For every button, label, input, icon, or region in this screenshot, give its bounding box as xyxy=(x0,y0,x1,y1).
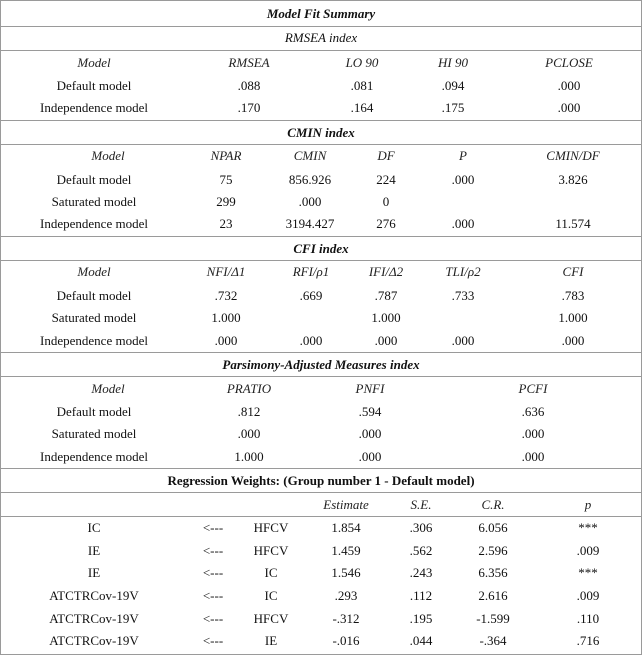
cell: .044 xyxy=(409,633,433,648)
cell: .000 xyxy=(374,333,398,348)
cell: Independence model xyxy=(40,100,148,115)
parsimony-title: Parsimony-Adjusted Measures index xyxy=(222,357,420,372)
table-row xyxy=(1,630,641,652)
divider xyxy=(1,492,641,493)
cell: .110 xyxy=(576,611,600,626)
cell: .009 xyxy=(576,588,600,603)
rmsea-subtitle: RMSEA index xyxy=(284,30,358,45)
cell: ATCTRCov-19V xyxy=(49,588,139,603)
header-cell: Model xyxy=(91,381,125,396)
cell: 0 xyxy=(382,194,390,209)
table-title: Model Fit Summary xyxy=(266,6,376,21)
cell: 1.000 xyxy=(371,310,401,325)
header-cell: p xyxy=(584,497,592,512)
header-cell: Model xyxy=(77,264,111,279)
header-cell: Model xyxy=(77,55,111,70)
header-cell: RMSEA xyxy=(228,55,270,70)
cell: .081 xyxy=(350,78,374,93)
header-cell: PRATIO xyxy=(226,381,272,396)
cell: <--- xyxy=(202,611,224,626)
cell: IC xyxy=(87,520,101,535)
cell: .000 xyxy=(557,78,581,93)
cell: .812 xyxy=(237,404,261,419)
cell: .733 xyxy=(451,288,475,303)
cell: 3194.427 xyxy=(285,216,335,231)
cell: .000 xyxy=(451,172,475,187)
cell: .594 xyxy=(358,404,382,419)
table-row xyxy=(1,562,641,584)
cmin-title: CMIN index xyxy=(287,125,355,140)
cell: .293 xyxy=(334,588,358,603)
cell: Independence model xyxy=(40,449,148,464)
cell: HFCV xyxy=(253,543,289,558)
header-cell: P xyxy=(459,148,467,163)
cell: Default model xyxy=(56,78,132,93)
cell: 23 xyxy=(219,216,233,231)
cfi-header-row xyxy=(1,261,641,283)
cell: Default model xyxy=(56,288,132,303)
table-row xyxy=(1,97,641,119)
cell: 2.616 xyxy=(478,588,508,603)
cell: 856.926 xyxy=(288,172,332,187)
cell: <--- xyxy=(202,565,224,580)
cell: .000 xyxy=(358,449,382,464)
header-cell: CFI xyxy=(562,264,584,279)
cell: -1.599 xyxy=(476,611,510,626)
header-cell: PNFI xyxy=(355,381,385,396)
cell: .000 xyxy=(451,333,475,348)
cell: ATCTRCov-19V xyxy=(49,633,139,648)
header-cell: LO 90 xyxy=(345,55,379,70)
cell: .000 xyxy=(237,426,261,441)
cell: 1.546 xyxy=(331,565,361,580)
table-row xyxy=(1,401,641,423)
cell: 75 xyxy=(219,172,233,187)
cell: .732 xyxy=(214,288,238,303)
table-row xyxy=(1,585,641,607)
table-row xyxy=(1,307,641,329)
regression-header-row xyxy=(1,494,641,516)
header-cell: C.R. xyxy=(481,497,505,512)
divider xyxy=(1,120,641,121)
cell: 6.056 xyxy=(478,520,508,535)
cell: .669 xyxy=(299,288,323,303)
cell: HFCV xyxy=(253,611,289,626)
cell: .562 xyxy=(409,543,433,558)
table-row xyxy=(1,540,641,562)
header-cell: IFI/Δ2 xyxy=(368,264,404,279)
cell: IE xyxy=(87,565,101,580)
table-row xyxy=(1,285,641,307)
cell: HFCV xyxy=(253,520,289,535)
cell: ATCTRCov-19V xyxy=(49,611,139,626)
regression-title: Regression Weights: (Group number 1 - Default model) xyxy=(167,473,475,488)
cell: Saturated model xyxy=(51,194,137,209)
divider xyxy=(1,468,641,469)
cell: IE xyxy=(264,633,278,648)
cell: .094 xyxy=(441,78,465,93)
cfi-title: CFI index xyxy=(293,241,349,256)
cell: .164 xyxy=(350,100,374,115)
table-row xyxy=(1,213,641,235)
cell: .195 xyxy=(409,611,433,626)
cell: <--- xyxy=(202,543,224,558)
header-cell: TLI/ρ2 xyxy=(445,264,481,279)
table-row xyxy=(1,169,641,191)
divider xyxy=(1,352,641,353)
cell: 1.000 xyxy=(211,310,241,325)
cell: IC xyxy=(264,588,278,603)
cell: 1.000 xyxy=(558,310,588,325)
cell: 276 xyxy=(376,216,396,231)
cell: .636 xyxy=(521,404,545,419)
cell: IC xyxy=(264,565,278,580)
cell: <--- xyxy=(202,588,224,603)
cell: .000 xyxy=(521,426,545,441)
cell: Default model xyxy=(56,172,132,187)
header-cell: Model xyxy=(91,148,125,163)
cell: *** xyxy=(578,520,598,535)
cmin-header-row xyxy=(1,145,641,167)
cell: .306 xyxy=(409,520,433,535)
cell: Saturated model xyxy=(51,426,137,441)
cell: .000 xyxy=(561,333,585,348)
cell: .009 xyxy=(576,543,600,558)
table-row xyxy=(1,423,641,445)
divider xyxy=(1,50,641,51)
cell: .000 xyxy=(298,194,322,209)
table-row xyxy=(1,608,641,630)
cell: <--- xyxy=(202,520,224,535)
cell: .112 xyxy=(409,588,433,603)
header-cell: CMIN/DF xyxy=(546,148,600,163)
cell: .000 xyxy=(358,426,382,441)
table-row xyxy=(1,330,641,352)
cell: .088 xyxy=(237,78,261,93)
header-cell: PCLOSE xyxy=(545,55,593,70)
cell: Independence model xyxy=(40,333,148,348)
divider xyxy=(1,236,641,237)
header-cell: DF xyxy=(377,148,395,163)
table-row xyxy=(1,75,641,97)
header-cell: HI 90 xyxy=(438,55,468,70)
cell: -.364 xyxy=(479,633,507,648)
parsimony-header-row xyxy=(1,378,641,400)
cell: IE xyxy=(87,543,101,558)
cell: .243 xyxy=(409,565,433,580)
table-row xyxy=(1,517,641,539)
table-row xyxy=(1,191,641,213)
cell: Default model xyxy=(56,404,132,419)
cell: 299 xyxy=(216,194,236,209)
cell: .716 xyxy=(576,633,600,648)
header-cell: NFI/Δ1 xyxy=(206,264,246,279)
header-cell: RFI/ρ1 xyxy=(292,264,330,279)
cell: 1.459 xyxy=(331,543,361,558)
cell: .175 xyxy=(441,100,465,115)
cell: 1.000 xyxy=(234,449,264,464)
cell: 3.826 xyxy=(558,172,588,187)
header-cell: S.E. xyxy=(410,497,432,512)
cell: .783 xyxy=(561,288,585,303)
cell: 11.574 xyxy=(555,216,591,231)
cell: 1.854 xyxy=(331,520,361,535)
divider xyxy=(1,376,641,377)
header-cell: NPAR xyxy=(210,148,242,163)
cell: .000 xyxy=(557,100,581,115)
header-cell: PCFI xyxy=(518,381,548,396)
cell: 6.356 xyxy=(478,565,508,580)
header-cell: Estimate xyxy=(323,497,369,512)
cell: .000 xyxy=(451,216,475,231)
cell: .000 xyxy=(299,333,323,348)
cell: -.312 xyxy=(332,611,360,626)
header-cell: CMIN xyxy=(293,148,327,163)
cell: .170 xyxy=(237,100,261,115)
rmsea-header-row xyxy=(1,52,641,74)
cell: .000 xyxy=(521,449,545,464)
cell: .000 xyxy=(214,333,238,348)
cell: <--- xyxy=(202,633,224,648)
cell: Saturated model xyxy=(51,310,137,325)
table-row xyxy=(1,446,641,468)
cell: 224 xyxy=(376,172,396,187)
cell: 2.596 xyxy=(478,543,508,558)
cell: Independence model xyxy=(40,216,148,231)
cell: .787 xyxy=(374,288,398,303)
cell: -.016 xyxy=(332,633,360,648)
cell: *** xyxy=(578,565,598,580)
